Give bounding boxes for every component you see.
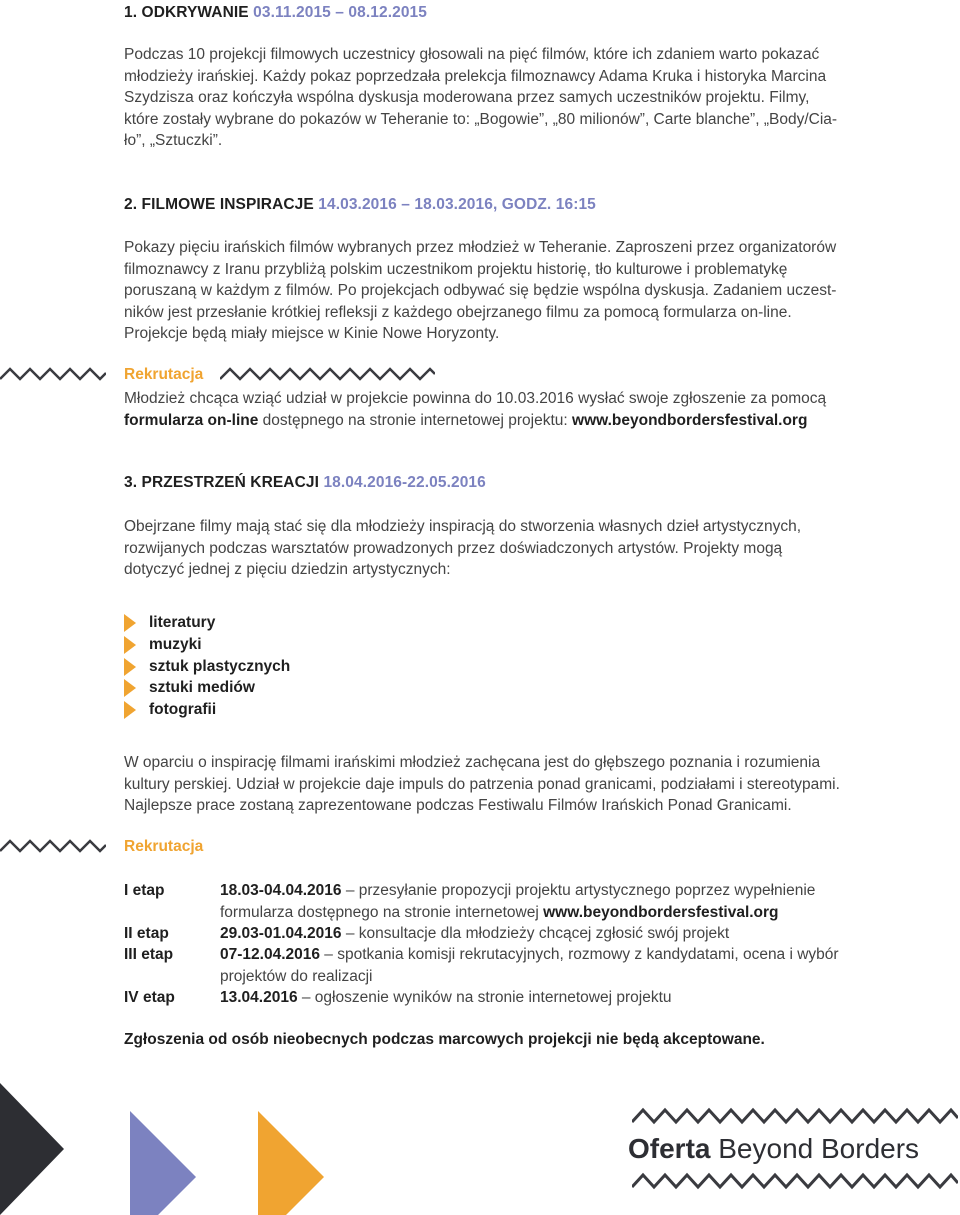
paragraph-line: W oparciu o inspirację filmami irańskimi młodzież zachęcana jest do głębszego poznania i rozumienia: [124, 754, 821, 771]
list-item: [124, 634, 202, 656]
stage-text: – konsultacje dla młodzieży chcącej zgłosić swój projekt: [341, 925, 730, 942]
section1-heading-date: 03.11.2015 – 08.12.2015: [253, 4, 428, 21]
section2-paragraph: [124, 237, 944, 345]
stage-date: 18.03-04.04.2016: [220, 882, 342, 899]
rekrutacja-label: Rekrutacja: [124, 366, 204, 383]
logo: [628, 1133, 919, 1165]
stage-body: [220, 880, 940, 923]
stage-body: [220, 923, 940, 945]
zigzag-icon: [0, 366, 106, 382]
zigzag-icon: [220, 366, 435, 382]
zigzag-icon: [632, 1172, 958, 1190]
stage-line: [220, 902, 940, 924]
paragraph-line: ników jest przesłanie krótkiej refleksji z każdego obejrzanego filmu za pomocą formularza on-line.: [124, 303, 792, 321]
paragraph-line: rozwijanych podczas warsztatów prowadzonych przez doświadczonych artystów. Projekty mogą: [124, 539, 783, 557]
rekrutacja-text-part: dostępnego na stronie internetowej projektu:: [258, 411, 573, 429]
website-link[interactable]: www.beyondbordersfestival.org: [572, 411, 808, 429]
paragraph-line: Najlepsze prace zostaną zaprezentowane podczas Festiwalu Filmów Irańskich Ponad Granicami.: [124, 797, 792, 814]
paragraph-line: Pokazy pięciu irańskich filmów wybranych przez młodzież w Teheranie. Zaproszeni przez organizatorów: [124, 239, 837, 256]
stage-line: [220, 880, 940, 902]
paragraph-line: Projekcje będą miały miejsce w Kinie Nowe Horyzonty.: [124, 325, 500, 342]
stage-label: I etap: [124, 882, 165, 899]
field-label: sztuk plastycznych: [149, 658, 291, 675]
triangle-right-icon: [124, 658, 136, 676]
stage-line: [220, 944, 940, 966]
triangle-blue-icon: [130, 1111, 196, 1215]
stage-date: 29.03-01.04.2016: [220, 925, 342, 942]
section3-heading-date: 18.04.2016-22.05.2016: [323, 474, 486, 491]
paragraph-line: ło”, „Sztuczki”.: [124, 132, 223, 149]
logo-bold: Oferta: [628, 1133, 711, 1164]
zigzag-icon: [632, 1107, 958, 1125]
rekrutacja-label: Rekrutacja: [124, 838, 204, 855]
website-link[interactable]: www.beyondbordersfestival.org: [543, 903, 779, 921]
rekrutacja-line: [124, 410, 944, 432]
stage-text-2: formularza dostępnego na stronie internetowej: [220, 903, 544, 921]
section3-paragraph-2: [124, 752, 944, 817]
stage-text: – ogłoszenie wyników na stronie internetowej projektu: [297, 989, 672, 1006]
list-item: [124, 677, 255, 699]
field-label: fotografii: [149, 701, 217, 718]
list-item: [124, 656, 290, 678]
field-label: sztuki mediów: [149, 679, 255, 696]
footer-note: Zgłoszenia od osób nieobecnych podczas marcowych projekcji nie będą akceptowane.: [124, 1031, 765, 1048]
paragraph-line: dotyczyć jednej z pięciu dziedzin artystycznych:: [124, 561, 451, 578]
paragraph-line: poruszaną w każdym z filmów. Po projekcjach odbywać się będzie wspólna dyskusja. Zadaniem uczest-: [124, 282, 837, 299]
triangle-right-icon: [124, 636, 136, 654]
section1-heading: [124, 4, 427, 22]
section2-heading: [124, 196, 596, 214]
stage-line: [220, 923, 940, 945]
decor-triangles: [0, 1083, 340, 1215]
stage-label: IV etap: [124, 989, 175, 1006]
paragraph-line: młodzieży irańskiej. Każdy pokaz poprzedzała prelekcja filmoznawcy Adama Kruka i historyka Marcina: [124, 67, 827, 85]
section1-heading-title: 1. ODKRYWANIE: [124, 4, 249, 21]
triangle-orange-icon: [258, 1111, 324, 1215]
paragraph-line: filmoznawcy z Iranu przybliżą polskim uczestnikom projektu historię, tło kulturowe i problematykę: [124, 260, 788, 278]
zigzag-icon: [0, 838, 106, 854]
stage-label: II etap: [124, 925, 169, 942]
paragraph-line: Obejrzane filmy mają stać się dla młodzieży inspiracją do stworzenia własnych dzieł artystycznych,: [124, 518, 802, 535]
section3-heading: [124, 474, 486, 492]
stage-body: [220, 944, 940, 987]
section3-paragraph: [124, 516, 944, 581]
rekrutacja-line: Młodzież chcąca wziąć udział w projekcie powinna do 10.03.2016 wysłać swoje zgłoszenie za pomocą: [124, 390, 827, 407]
list-item: [124, 612, 215, 634]
stage-label: III etap: [124, 946, 174, 963]
stage-text: – spotkania komisji rekrutacyjnych, rozmowy z kandydatami, ocena i wybór: [319, 946, 839, 963]
triangle-right-icon: [124, 679, 136, 697]
field-label: literatury: [149, 614, 216, 631]
section1-paragraph: [124, 44, 944, 152]
stage-line: projektów do realizacji: [220, 967, 373, 985]
paragraph-line: Podczas 10 projekcji filmowych uczestnicy głosowali na pięć filmów, które ich zdaniem warto pokazać: [124, 46, 820, 63]
section2-heading-title: 2. FILMOWE INSPIRACJE: [124, 196, 314, 213]
rekrutacja-text: [124, 388, 944, 431]
triangle-dark-icon: [0, 1083, 64, 1215]
stage-line: [220, 987, 940, 1009]
stage-body: [220, 987, 940, 1009]
logo-rest: Beyond Borders: [710, 1133, 920, 1164]
stage-date: 13.04.2016: [220, 989, 298, 1006]
paragraph-line: kultury perskiej. Udział w projekcie daje impuls do patrzenia ponad granicami, podziałami i stereotypami.: [124, 775, 840, 793]
form-link[interactable]: formularza on-line: [124, 411, 259, 429]
triangle-right-icon: [124, 614, 136, 632]
list-item: [124, 699, 216, 721]
triangle-right-icon: [124, 701, 136, 719]
stage-text: – przesyłanie propozycji projektu artystycznego poprzez wypełnienie: [341, 882, 816, 899]
section2-heading-date: 14.03.2016 – 18.03.2016, GODZ. 16:15: [318, 196, 596, 213]
stage-date: 07-12.04.2016: [220, 946, 320, 963]
field-label: muzyki: [149, 636, 202, 653]
paragraph-line: które zostały wybrane do pokazów w Teheranie to: „Bogowie”, „80 milionów”, Carte blanche”, „Body/Cia-: [124, 110, 838, 128]
section3-heading-title: 3. PRZESTRZEŃ KREACJI: [124, 474, 320, 491]
paragraph-line: Szydzisza oraz kończyła wspólna dyskusja moderowana przez samych uczestników projektu. Filmy,: [124, 89, 810, 106]
